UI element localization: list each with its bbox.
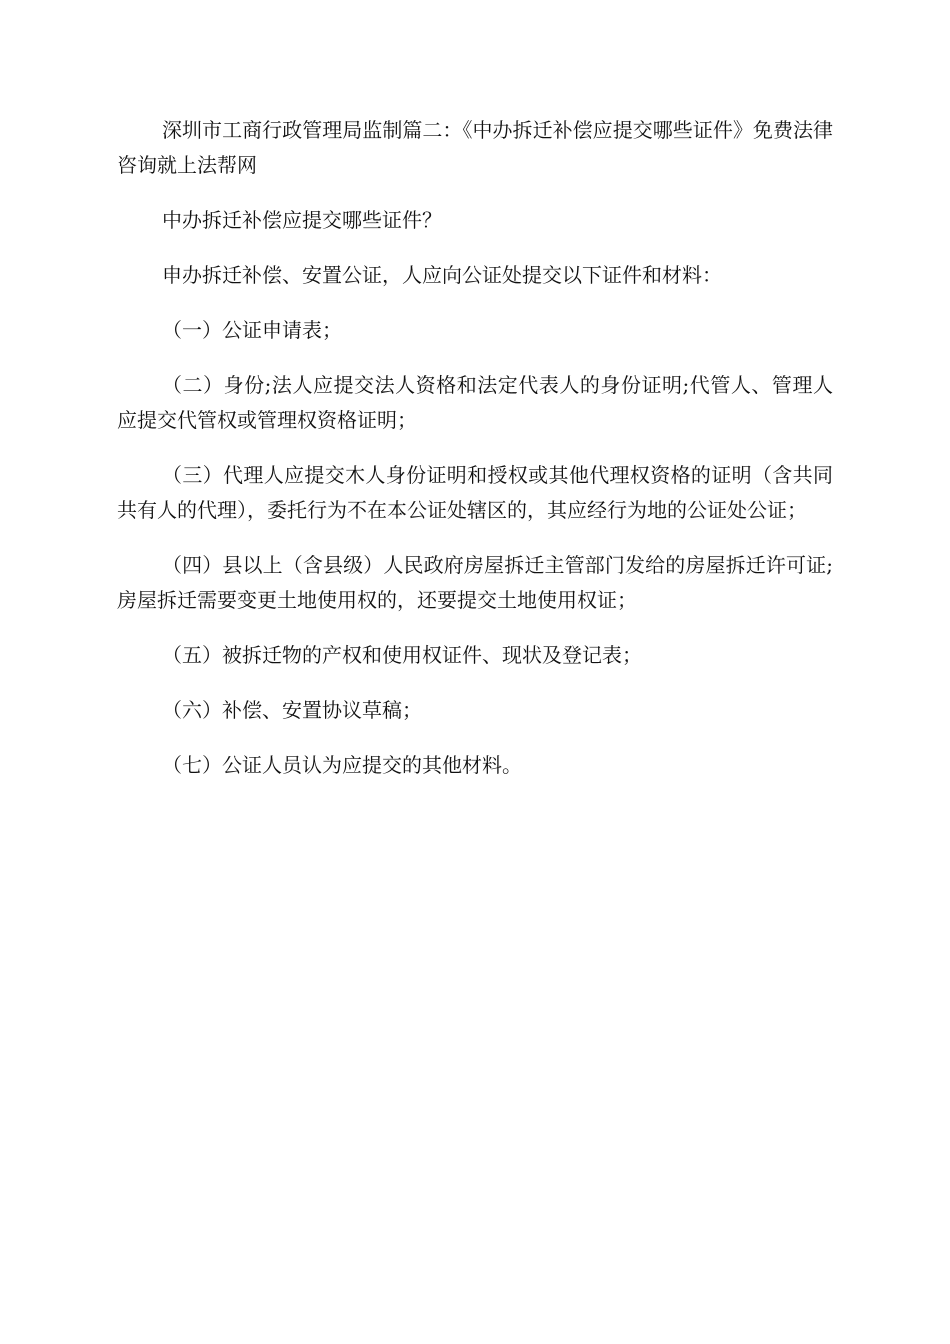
list-item-6: （六）补偿、安置协议草稿； (162, 698, 422, 722)
list-item-1: （一）公证申请表； (162, 318, 342, 342)
intro-paragraph: 申办拆迁补偿、安置公证，人应向公证处提交以下证件和材料： (162, 263, 722, 287)
list-item-5: （五）被拆迁物的产权和使用权证件、现状及登记表； (162, 643, 642, 667)
question-paragraph: 中办拆迁补偿应提交哪些证件？ (162, 208, 442, 232)
list-item-3: （三）代理人应提交木人身份证明和授权或其他代理权资格的证明（含共同共有人的代理），委托行为不在本公证处辖区的，其应经行为地的公证处公证； (117, 463, 833, 522)
document-body (117, 113, 833, 803)
heading-paragraph: 深圳市工商行政管理局监制篇二：《中办拆迁补偿应提交哪些证件》免费法律咨询就上法帮网 (117, 118, 833, 177)
list-item-4: （四）县以上（含县级）人民政府房屋拆迁主管部门发给的房屋拆迁许可证;房屋拆迁需要变更土地使用权的，还要提交土地使用权证； (117, 553, 833, 612)
list-item-7: （七）公证人员认为应提交的其他材料。 (162, 753, 522, 777)
list-item-2: （二）身份;法人应提交法人资格和法定代表人的身份证明;代管人、管理人应提交代管权或管理权资格证明； (117, 373, 833, 432)
